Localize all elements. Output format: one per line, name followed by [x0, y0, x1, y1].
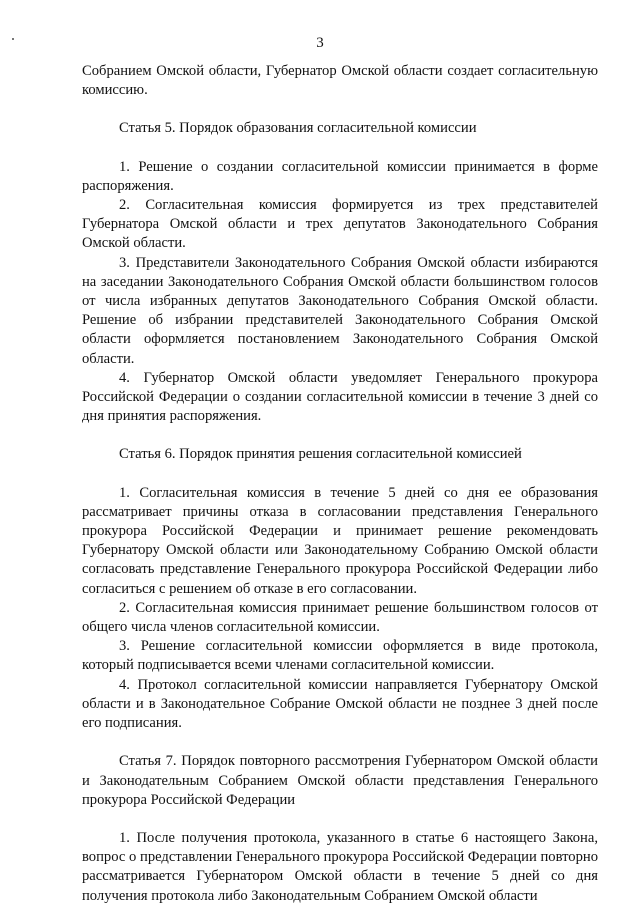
paragraph-gap: [82, 810, 598, 829]
paragraph-gap: [82, 465, 598, 484]
article-heading: Статья 7. Порядок повторного рассмотрения Губернатором Омской области и Законодательным Собранием Омской области представления Генерального прокурора Российской Федерации: [82, 753, 598, 808]
body-paragraph: 3. Представители Законодательного Собрания Омской области избираются на заседании Законодательного Собрания Омской области большинством голосов от числа избранных депутатов Законодательного Собрания Омской области. Решение об избрании представителей Законодательного Собрания Омской области оформляется постановлением Законодательного Собрания Омской области.: [82, 254, 598, 367]
body-paragraph: 2. Согласительная комиссия принимает решение большинством голосов от общего числа членов согласительной комиссии.: [82, 599, 598, 636]
paragraph-gap: [82, 733, 598, 752]
body-paragraph: 3. Решение согласительной комиссии оформляется в виде протокола, который подписывается всеми членами согласительной комиссии.: [82, 638, 598, 674]
paragraph-gap: [82, 426, 598, 445]
body-paragraph: 1. После получения протокола, указанного в статье 6 настоящего Закона, вопрос о представлении Генерального прокурора Российской Федерации повторно рассматривается Губернатором Омской области в течение 5 дней со дня получения протокола либо Законодательным Собранием Омской области: [82, 829, 598, 904]
body-paragraph: 1. Согласительная комиссия в течение 5 дней со дня ее образования рассматривает причины отказа в согласовании представления Генерального прокурора Российской Федерации и принимает решение рекомендовать Губернатору Омской области или Законодательному Собранию Омской области согласовать представление Генерального прокурора Российской Федерации либо согласиться с решением об отказе в его согласовании.: [82, 484, 598, 597]
body-paragraph: Собранием Омской области, Губернатор Омской области создает согласительную комиссию.: [82, 63, 598, 99]
body-paragraph: 4. Губернатор Омской области уведомляет Генерального прокурора Российской Федерации о создании согласительной комиссии в течение 3 дней со дня принятия распоряжения.: [82, 369, 598, 425]
article-heading: Статья 6. Порядок принятия решения согласительной комиссией: [119, 446, 522, 463]
body-paragraph: 1. Решение о создании согласительной комиссии принимается в форме распоряжения.: [82, 158, 598, 194]
page-number: 3: [316, 35, 324, 51]
body-paragraph: 4. Протокол согласительной комиссии направляется Губернатору Омской области и в Законодательное Собрание Омской области не позднее 3 дней после его подписания.: [82, 676, 598, 732]
paragraph-gap: [82, 100, 598, 119]
body-paragraph: 2. Согласительная комиссия формируется из трех представителей Губернатора Омской области и трех депутатов Законодательного Собрания Омской области.: [82, 197, 598, 252]
document-body: [82, 62, 598, 906]
article-heading: Статья 5. Порядок образования согласительной комиссии: [119, 120, 477, 137]
paragraph-gap: [82, 139, 598, 158]
